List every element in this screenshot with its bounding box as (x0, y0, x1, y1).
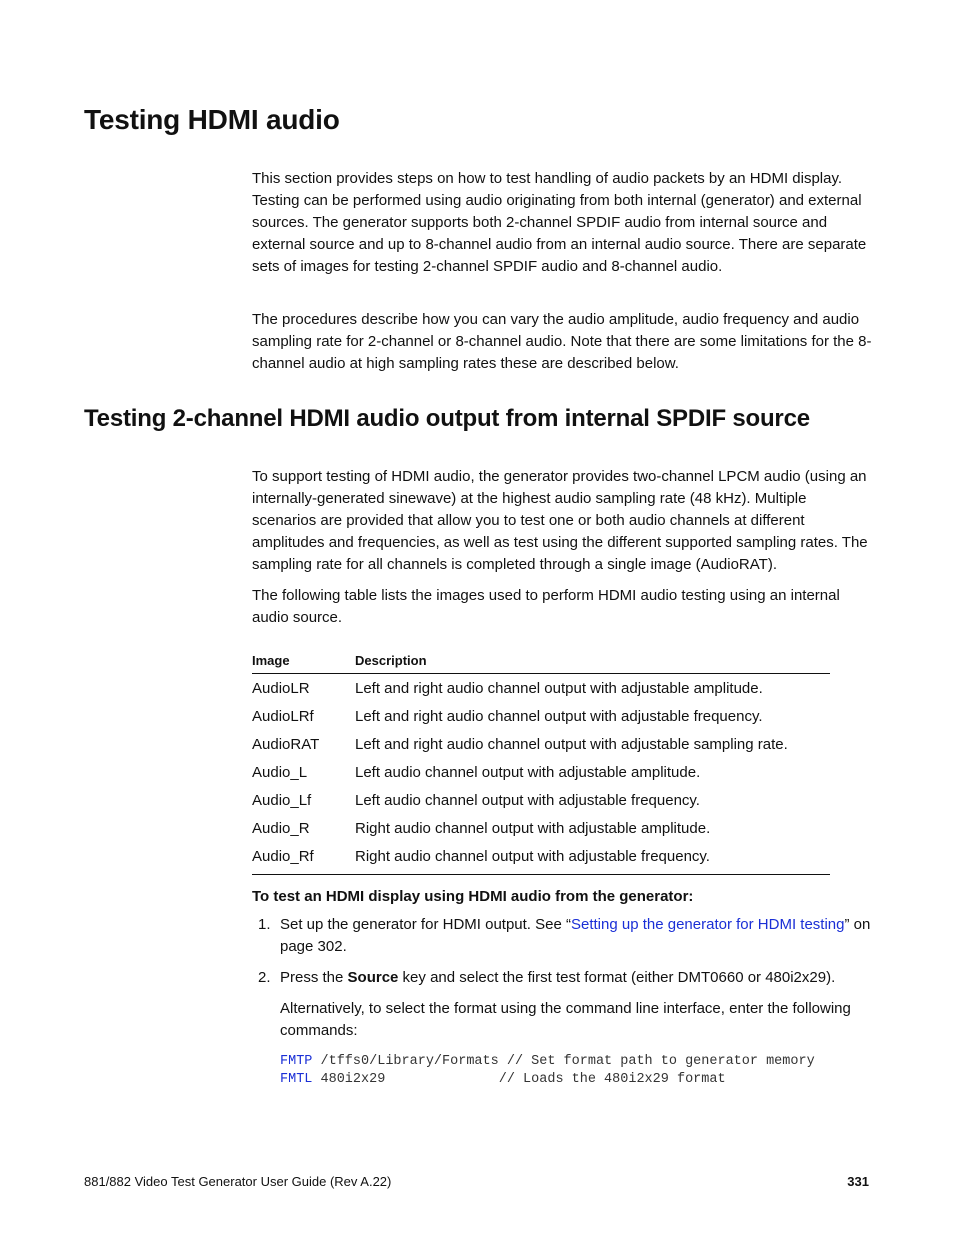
table-cell-description: Right audio channel output with adjustable frequency. (355, 842, 830, 875)
table-cell-description: Right audio channel output with adjustable amplitude. (355, 819, 711, 837)
table-cell-description: Left audio channel output with adjustable frequency. (355, 791, 700, 809)
images-table (252, 648, 830, 875)
table-header-description: Description (355, 648, 830, 674)
code-arguments: 480i2x29 // Loads the 480i2x29 format (312, 1072, 726, 1087)
step-text: key and select the first test format (either DMT0660 or 480i2x29). (398, 969, 836, 986)
step-1 (258, 914, 872, 958)
footer-document-title: 881/882 Video Test Generator User Guide (Rev A.22) (84, 1174, 392, 1189)
table-row (252, 674, 830, 703)
code-arguments: /tffs0/Library/Formats // Set format path to generator memory (312, 1054, 815, 1069)
command-code-block (280, 1053, 815, 1089)
table-cell-description: Left and right audio channel output with adjustable frequency. (355, 707, 763, 725)
code-command: FMTL (280, 1072, 313, 1087)
step-text: Set up the generator for HDMI output. See “ (280, 916, 571, 933)
table-cell-image: AudioLRf (252, 707, 314, 725)
table-row (252, 786, 830, 814)
table-cell-description: Left and right audio channel output with adjustable amplitude. (355, 679, 763, 697)
table-row (252, 702, 830, 730)
source-key-label: Source (347, 969, 399, 986)
page-title: Testing HDMI audio (84, 104, 340, 135)
footer-page-number: 331 (847, 1174, 869, 1189)
step-2 (258, 967, 872, 1042)
table-header-row (252, 648, 830, 674)
table-cell-description: Left and right audio channel output with adjustable sampling rate. (355, 735, 788, 753)
intro-paragraph-2: The procedures describe how you can vary the audio amplitude, audio frequency and audio sampling rate for 2-channel or 8-channel audio. Note that there are some limitations for the 8-channel audio at high sampling rates these are described below. (252, 311, 872, 372)
table-cell-description: Left audio channel output with adjustable amplitude. (355, 763, 701, 781)
table-row (252, 814, 830, 842)
step-body (280, 967, 872, 989)
intro-paragraph-1: This section provides steps on how to test handling of audio packets by an HDMI display. Testing can be performed using audio originating from both internal (generator) and external sources. The generator supports both 2-channel SPDIF audio from internal source and external source and up to 8-channel audio from an internal audio source. There are separate sets of images for testing 2-channel SPDIF audio and 8-channel audio. (252, 170, 867, 275)
step-text: ” on page 302. (280, 916, 871, 955)
table-cell-image: Audio_R (252, 819, 310, 837)
step-number: 2. (258, 969, 271, 986)
table-cell-image: Audio_L (252, 763, 308, 781)
table-cell-image: AudioLR (252, 679, 310, 697)
hdmi-setup-link[interactable]: Setting up the generator for HDMI testing (571, 916, 845, 933)
table-row (252, 730, 830, 758)
table-cell-image: Audio_Rf (252, 842, 355, 875)
step-text: Press the (280, 969, 348, 986)
code-command: FMTP (280, 1054, 313, 1069)
step-body (280, 914, 872, 958)
section-paragraph-2: The following table lists the images used to perform HDMI audio testing using an internal audio source. (252, 587, 840, 626)
step-number: 1. (258, 916, 271, 933)
table-cell-image: AudioRAT (252, 735, 320, 753)
step-alternative-text: Alternatively, to select the format using the command line interface, enter the following commands: (280, 1000, 851, 1039)
procedure-heading: To test an HDMI display using HDMI audio from the generator: (252, 888, 694, 905)
section-paragraph-1: To support testing of HDMI audio, the generator provides two-channel LPCM audio (using an internally-generated sinewave) at the highest audio sampling rate (48 kHz). Multiple scenarios are provided that allow you to test one or both audio channels at different amplitudes and frequencies, as well as test using the different supported sampling rates. The sampling rate for all channels is completed through a single image (AudioRAT). (252, 468, 868, 573)
table-header-image: Image (252, 648, 355, 674)
table-row (252, 758, 830, 786)
table-row (252, 842, 830, 875)
table-cell-image: Audio_Lf (252, 791, 312, 809)
section-heading: Testing 2-channel HDMI audio output from internal SPDIF source (84, 405, 810, 432)
